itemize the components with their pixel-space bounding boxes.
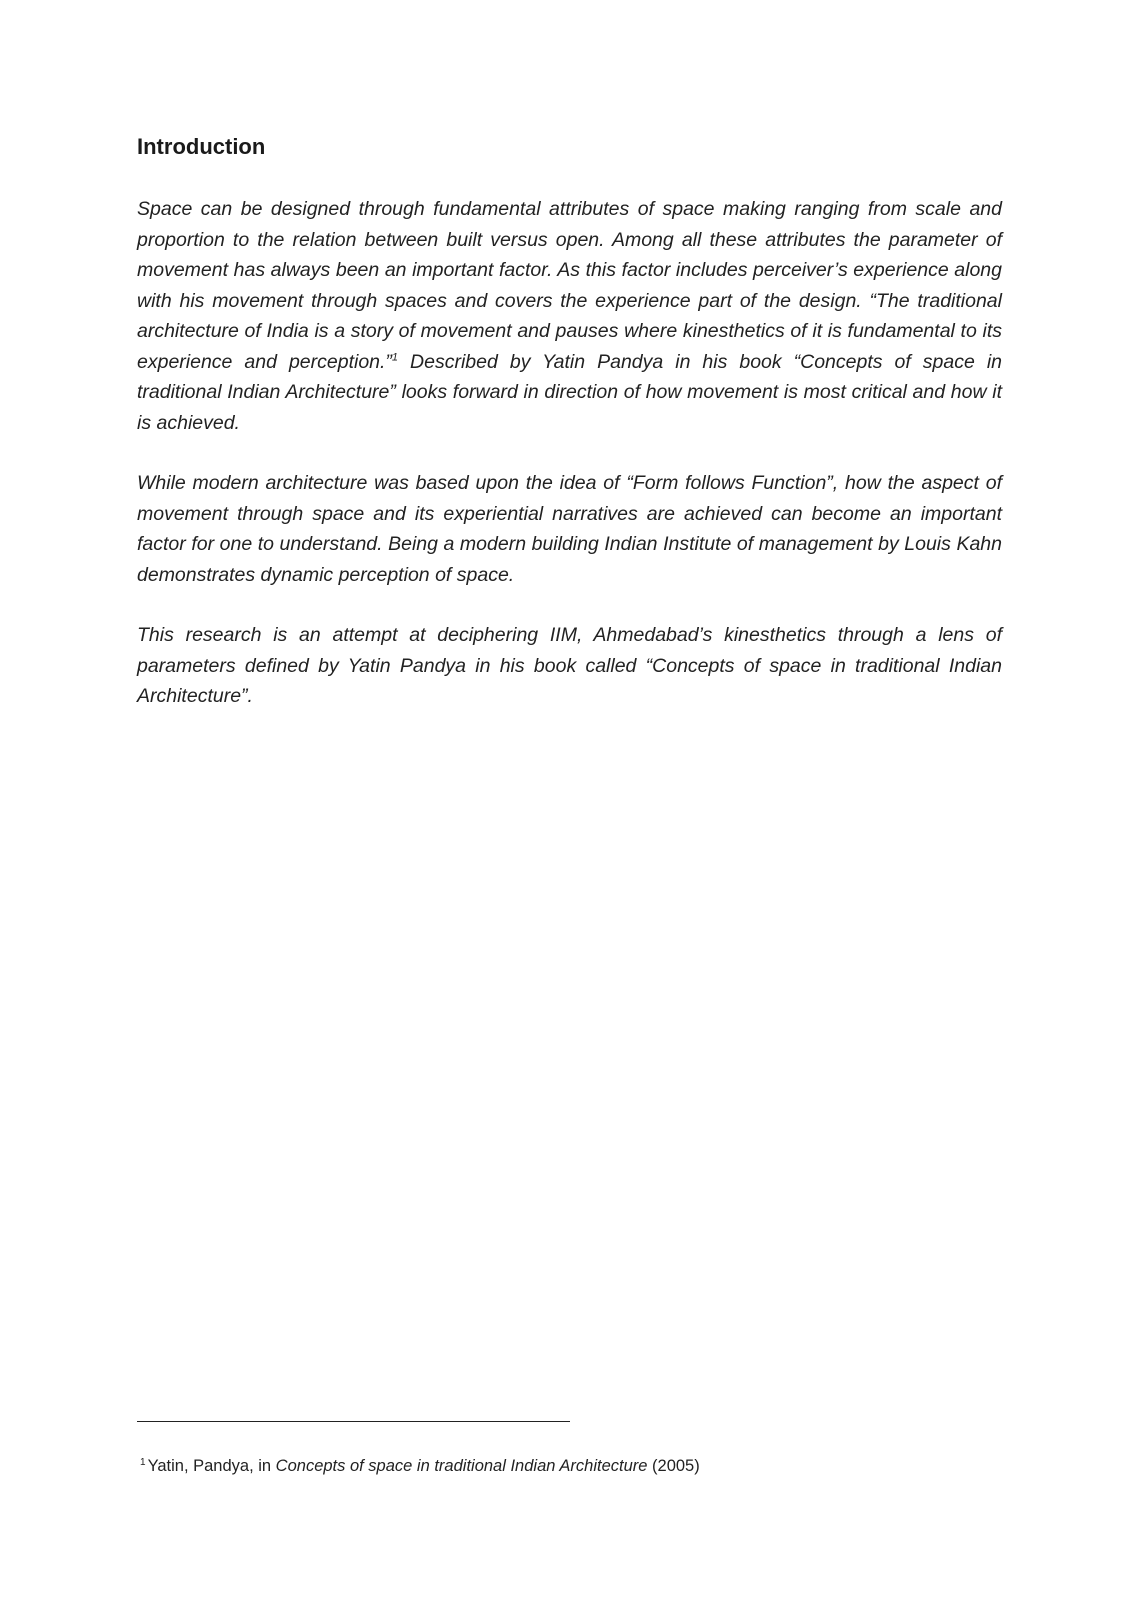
paragraph-research-aim: This research is an attempt at deciphering IIM, Ahmedabad’s kinesthetics through a lens of parameters defined by Yatin Pandya in his book called “Concepts of space in traditional Indian Architecture”. [137, 624, 1002, 707]
footnote-book-title: Concepts of space in traditional Indian Architecture [275, 1457, 648, 1475]
paragraph-intro-text: Space can be designed through fundamental attributes of space making ranging from scale and proportion to the relation between built versus open. Among all these attributes the parameter of movement has always been an important factor. As this factor includes perceiver’s experience along with his movement through spaces and covers the experience part of the design. “The traditional architecture of India is a story of movement and pauses where kinesthetics of it is fundamental to its experience and perception.” [137, 198, 1002, 373]
footnote [140, 1455, 700, 1477]
paragraph-intro [137, 194, 1002, 438]
footnote-year: (2005) [647, 1457, 700, 1475]
paragraph-modern-architecture: While modern architecture was based upon the idea of “Form follows Function”, how the aspect of movement through space and its experiential narratives are achieved can become an important factor for one to understand. Being a modern building Indian Institute of management by Louis Kahn demonstrates dynamic perception of space. [137, 472, 1002, 586]
footnote-number: 1 [140, 1456, 146, 1468]
footnote-separator [137, 1421, 570, 1422]
section-heading: Introduction [137, 134, 266, 159]
body-text [137, 194, 1002, 742]
footnote-reference: 1 [391, 351, 399, 363]
paragraph-intro-text-continued: Described by Yatin Pandya in his book “Concepts of space in traditional Indian Architecture” looks forward in direction of how movement is most critical and how it is achieved. [137, 350, 1002, 434]
footnote-prefix: Yatin, Pandya, in [147, 1457, 276, 1475]
